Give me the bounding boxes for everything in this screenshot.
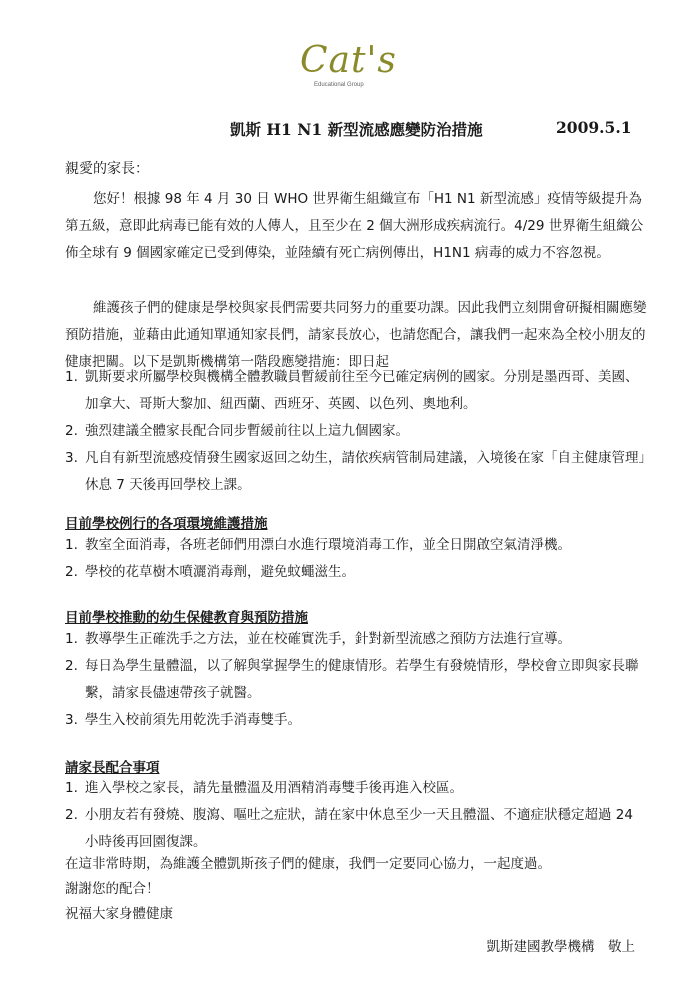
cats-logo [300, 40, 400, 95]
list-number: 1. [65, 780, 78, 796]
list-number: 2. [65, 807, 78, 823]
signature: 凱斯建國教學機構 敬上 [486, 939, 635, 955]
list-number: 2. [65, 423, 78, 439]
section1-item-1 [65, 532, 650, 559]
list-text: 凱斯要求所屬學校與機構全體教職員暫緩前往至今已確定病例的國家。分別是墨西哥、美國、加拿大、哥斯大黎加、紐西蘭、西班牙、英國、以色列、奧地利。 [85, 369, 639, 412]
document-date: 2009.5.1 [556, 118, 632, 137]
list-number: 2. [65, 564, 78, 580]
list-number: 1. [65, 369, 78, 385]
list-number: 1. [65, 537, 78, 553]
list-text: 教室全面消毒，各班老師們用漂白水進行環境消毒工作，並全日開啟空氣清淨機。 [85, 537, 571, 553]
section-heading-parent-cooperation: 請家長配合事項 [65, 760, 160, 776]
intro-paragraph-1: 您好！根據 98 年 4 月 30 日 WHO 世界衛生組織宣布「H1 N1 新型流感」疫情等級提升為第五級，意即此病毒已能有效的人傳人，且至少在 2 個大洲形成疾病流行。4/29 世界衛生組織公佈全球有 9 個國家確定已受到傳染，並陸續有死亡病例傳出，H1N1 病毒的威力不容忽視。 [65, 191, 644, 261]
list-text: 凡自有新型流感疫情發生國家返回之幼生，請依疾病管制局建議，入境後在家「自主健康管理」休息 7 天後再回學校上課。 [85, 450, 646, 493]
logo-subtitle: Educational Group [314, 82, 364, 88]
section-heading-environment: 目前學校例行的各項環境維護措施 [65, 516, 268, 532]
logo-wordmark: Cat's [300, 40, 397, 81]
section3-item-2 [65, 802, 650, 856]
list-number: 3. [65, 450, 78, 466]
list-text: 教導學生正確洗手之方法，並在校確實洗手，針對新型流感之預防方法進行宣導。 [85, 631, 571, 647]
section1-item-2 [65, 559, 650, 586]
list-text: 每日為學生量體溫，以了解與掌握學生的健康情形。若學生有發燒情形，學校會立即與家長聯繫，請家長儘速帶孩子就醫。 [85, 658, 639, 701]
greeting: 親愛的家長： [65, 161, 149, 177]
phase1-item-3 [65, 445, 650, 499]
section3-item-1 [65, 775, 650, 802]
phase1-item-1 [65, 364, 650, 418]
list-text: 小朋友若有發燒、腹瀉、嘔吐之症狀，請在家中休息至少一天且體溫、不適症狀穩定超過 24 小時後再回園復課。 [85, 807, 633, 850]
closing-line-1: 在這非常時期，為維護全體凱斯孩子們的健康，我們一定要同心協力，一起度過。 [65, 856, 551, 872]
list-number: 3. [65, 712, 78, 728]
closing-line-2: 謝謝您的配合！ [65, 881, 160, 897]
list-text: 學校的花草樹木噴灑消毒劑，避免蚊蠅滋生。 [85, 564, 355, 580]
intro-paragraph-2: 維護孩子們的健康是學校與家長們需要共同努力的重要功課。因此我們立刻開會研擬相關應變預防措施，並藉由此通知單通知家長們，請家長放心，也請您配合，讓我們一起來為全校小朋友的健康把關。以下是凱斯機構第一階段應變措施：即日起 [65, 300, 647, 370]
list-text: 進入學校之家長，請先量體溫及用酒精消毒雙手後再進入校區。 [85, 780, 463, 796]
section-heading-health-education: 目前學校推動的幼生保健教育與預防措施 [65, 610, 308, 626]
list-number: 1. [65, 631, 78, 647]
section2-item-1 [65, 626, 650, 653]
list-text: 學生入校前須先用乾洗手消毒雙手。 [85, 712, 301, 728]
phase1-item-2 [65, 418, 650, 445]
closing-line-3: 祝福大家身體健康 [65, 906, 173, 922]
document-title: 凱斯 H1 N1 新型流感應變防治措施 [230, 120, 483, 139]
list-number: 2. [65, 658, 78, 674]
section2-item-2 [65, 653, 650, 707]
section2-item-3 [65, 707, 650, 734]
list-text: 強烈建議全體家長配合同步暫緩前往以上這九個國家。 [85, 423, 409, 439]
